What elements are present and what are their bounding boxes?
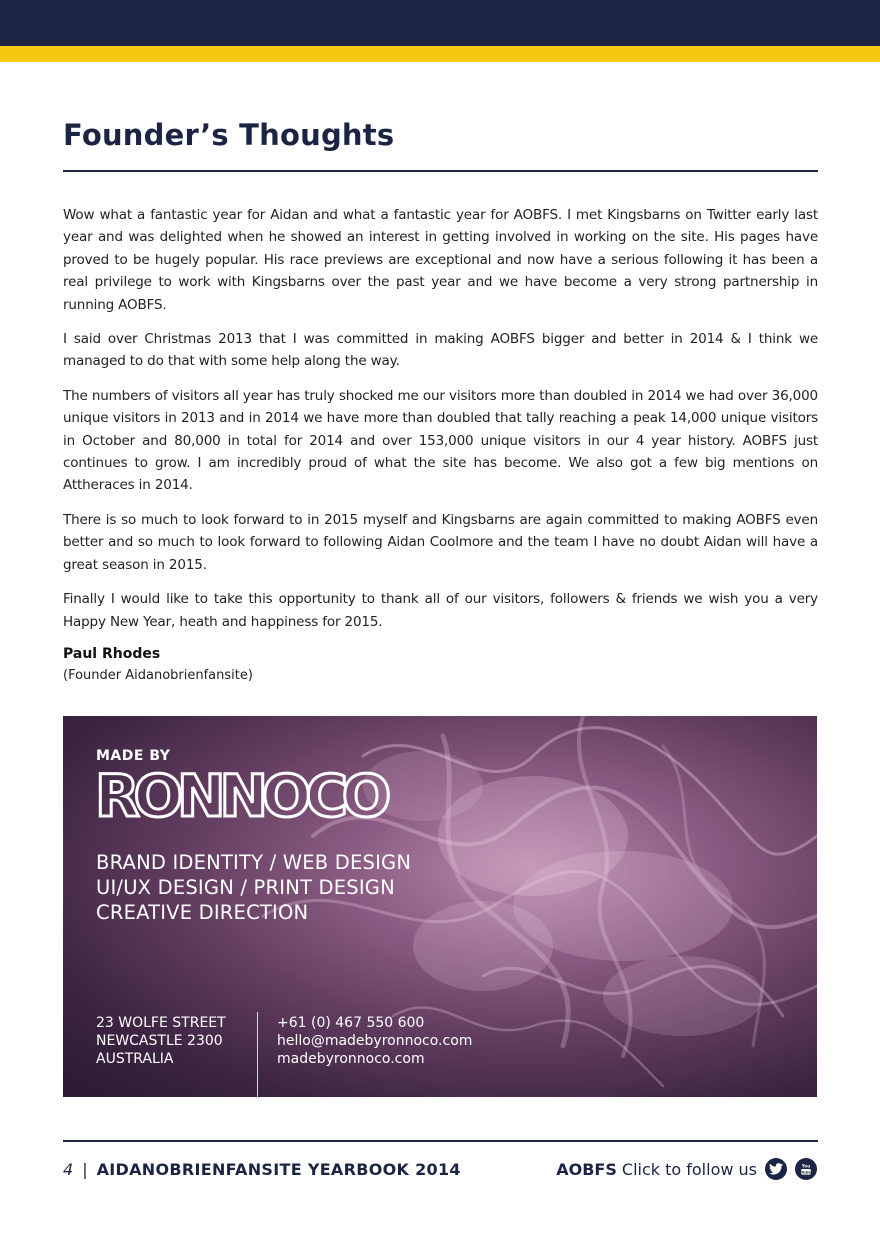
- follow-text: Click to follow us: [621, 1159, 757, 1179]
- ronnoco-logo: [93, 764, 433, 824]
- publication-title: AIDANOBRIENFANSITE YEARBOOK 2014: [96, 1160, 461, 1179]
- footer-separator: |: [82, 1160, 88, 1179]
- service-line: UI/UX DESIGN / PRINT DESIGN: [96, 876, 395, 899]
- footer-follow: [556, 1158, 817, 1180]
- paragraph: Wow what a fantastic year for Aidan and what a fantastic year for AOBFS. I met Kingsbarns on Twitter early last year and was delighted when he showed an interest in getting involved in working on the site. His pages have proved to be hugely popular. His race previews are exceptional and now have a serious following it has been a real privilege to work with Kingsbarns over the past year and we have become a very strong partnership in running AOBFS.: [63, 207, 818, 313]
- address-line: NEWCASTLE 2300: [96, 1033, 223, 1049]
- made-by-label: MADE BY: [96, 748, 171, 764]
- header-gold-band: [0, 46, 880, 62]
- contact-divider: [257, 1012, 258, 1097]
- paragraph: The numbers of visitors all year has truly shocked me our visitors more than doubled in 2014 we had over 36,000 unique visitors in 2013 and in 2014 we have more than doubled that tally reaching a peak 14,000 unique visitors in October and 80,000 in total for 2014 and over 153,000 unique visitors in our 4 year history. AOBFS just continues to grow. I am incredibly proud of what the site has become. We also got a few big mentions on Attheraces in 2014.: [63, 387, 818, 494]
- ronnoco-advert[interactable]: [63, 716, 817, 1097]
- twitter-icon[interactable]: [765, 1158, 787, 1180]
- page-number: 4: [63, 1160, 74, 1179]
- footer-divider: [63, 1140, 818, 1142]
- service-line: BRAND IDENTITY / WEB DESIGN: [96, 851, 412, 874]
- paragraph: Finally I would like to take this opportunity to thank all of our visitors, followers & friends we wish you a very Happy New Year, heath and happiness for 2015.: [63, 591, 818, 630]
- footer-publication: [63, 1160, 461, 1179]
- author-name: Paul Rhodes: [63, 645, 161, 662]
- paragraph: I said over Christmas 2013 that I was committed in making AOBFS bigger and better in 2014 & I think we managed to do that with some help along the way.: [63, 331, 818, 370]
- svg-text:RONNOCO: RONNOCO: [95, 764, 386, 824]
- header-navy-band: [0, 0, 880, 46]
- paragraph: There is so much to look forward to in 2015 myself and Kingsbarns are again committed to making AOBFS even better and so much to look forward to following Aidan Coolmore and the team I have no doubt Aidan will have a great season in 2015.: [63, 511, 818, 573]
- contact-block: [277, 1014, 472, 1068]
- article-body: [63, 204, 818, 687]
- address-line: AUSTRALIA: [96, 1051, 174, 1067]
- address-block: [96, 1014, 226, 1068]
- footer-brand: AOBFS: [556, 1159, 617, 1179]
- phone-number[interactable]: +61 (0) 467 550 600: [277, 1015, 425, 1031]
- svg-text:You: You: [801, 1163, 811, 1169]
- title-divider: [63, 170, 818, 172]
- services-list: [96, 850, 411, 925]
- address-line: 23 WOLFE STREET: [96, 1015, 226, 1031]
- website-link[interactable]: madebyronnoco.com: [277, 1051, 425, 1067]
- email-link[interactable]: hello@madebyronnoco.com: [277, 1033, 473, 1049]
- author-role: (Founder Aidanobrienfansite): [63, 667, 253, 683]
- service-line: CREATIVE DIRECTION: [96, 901, 309, 924]
- youtube-icon[interactable]: [795, 1158, 817, 1180]
- svg-text:Tube: Tube: [800, 1169, 812, 1175]
- page-title: Founder’s Thoughts: [63, 118, 395, 152]
